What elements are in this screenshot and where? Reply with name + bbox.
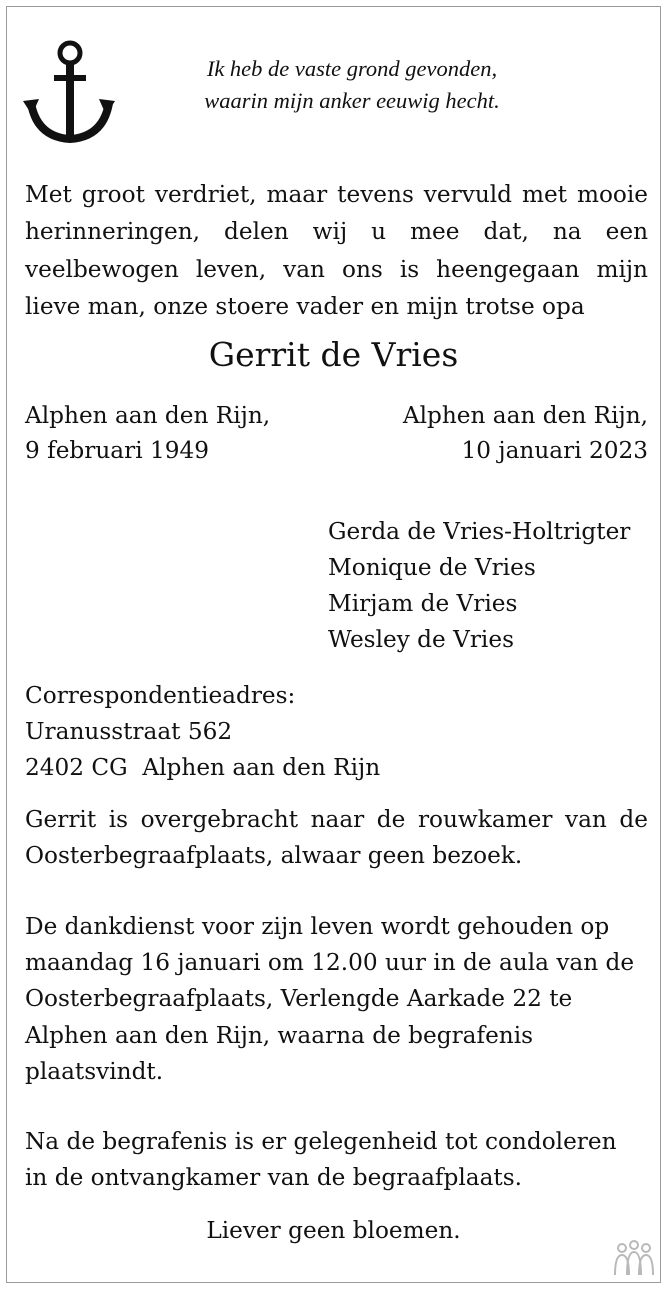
motto-line-2: waarin mijn anker eeuwig hecht. <box>204 88 500 113</box>
family-member: Monique de Vries <box>328 554 536 581</box>
address-city: 2402 CG Alphen aan den Rijn <box>25 754 381 781</box>
anchor-icon <box>23 35 115 147</box>
intro-paragraph: Met groot verdriet, maar tevens vervuld met mooie herinneringen, delen wij u mee dat, na een veelbewogen leven, van ons is heengegaan mijn lieve man, onze stoere vader en mijn trotse opa <box>25 181 648 320</box>
condoleren-line: in de ontvangkamer van de begraafplaats. <box>25 1164 522 1192</box>
birth-place: Alphen aan den Rijn, <box>25 402 271 429</box>
birth-info <box>25 399 270 468</box>
death-notice-card <box>6 6 661 1283</box>
motto-quote <box>127 53 577 117</box>
correspondence-address <box>25 678 380 786</box>
family-member: Wesley de Vries <box>328 626 514 653</box>
dankdienst-line: plaatsvindt. <box>25 1057 164 1085</box>
address-label: Correspondentieadres: <box>25 682 296 709</box>
dankdienst-line: De dankdienst voor zijn leven wordt gehouden op <box>25 913 610 940</box>
birth-date: 9 februari 1949 <box>25 436 209 464</box>
motto-line-1: Ik heb de vaste grond gevonden, <box>206 56 498 81</box>
death-info <box>403 399 648 468</box>
people-group-icon <box>608 1239 660 1279</box>
family-member: Mirjam de Vries <box>328 590 518 617</box>
dankdienst-line: maandag 16 januari om 12.00 uur in de aula van de <box>25 949 635 977</box>
death-date: 10 januari 2023 <box>461 436 648 464</box>
family-list <box>328 514 630 658</box>
intro-text <box>25 176 648 325</box>
flowers-note: Liever geen bloemen. <box>206 1217 461 1244</box>
death-place: Alphen aan den Rijn, <box>402 402 648 429</box>
condoleren-line: Na de begrafenis is er gelegenheid tot condoleren <box>25 1128 617 1155</box>
dankdienst-line: Oosterbegraafplaats, Verlengde Aarkade 22 te <box>25 985 573 1013</box>
family-member: Gerda de Vries-Holtrigter <box>328 518 631 545</box>
dankdienst-line: Alphen aan den Rijn, waarna de begrafenis <box>25 1021 534 1049</box>
dankdienst-paragraph <box>25 909 648 1090</box>
rouwkamer-paragraph: Gerrit is overgebracht naar de rouwkamer van de Oosterbegraafplaats, alwaar geen bezoek. <box>25 806 648 870</box>
address-street: Uranusstraat 562 <box>25 718 233 745</box>
deceased-name: Gerrit de Vries <box>208 335 459 374</box>
condoleren-paragraph <box>25 1124 648 1196</box>
